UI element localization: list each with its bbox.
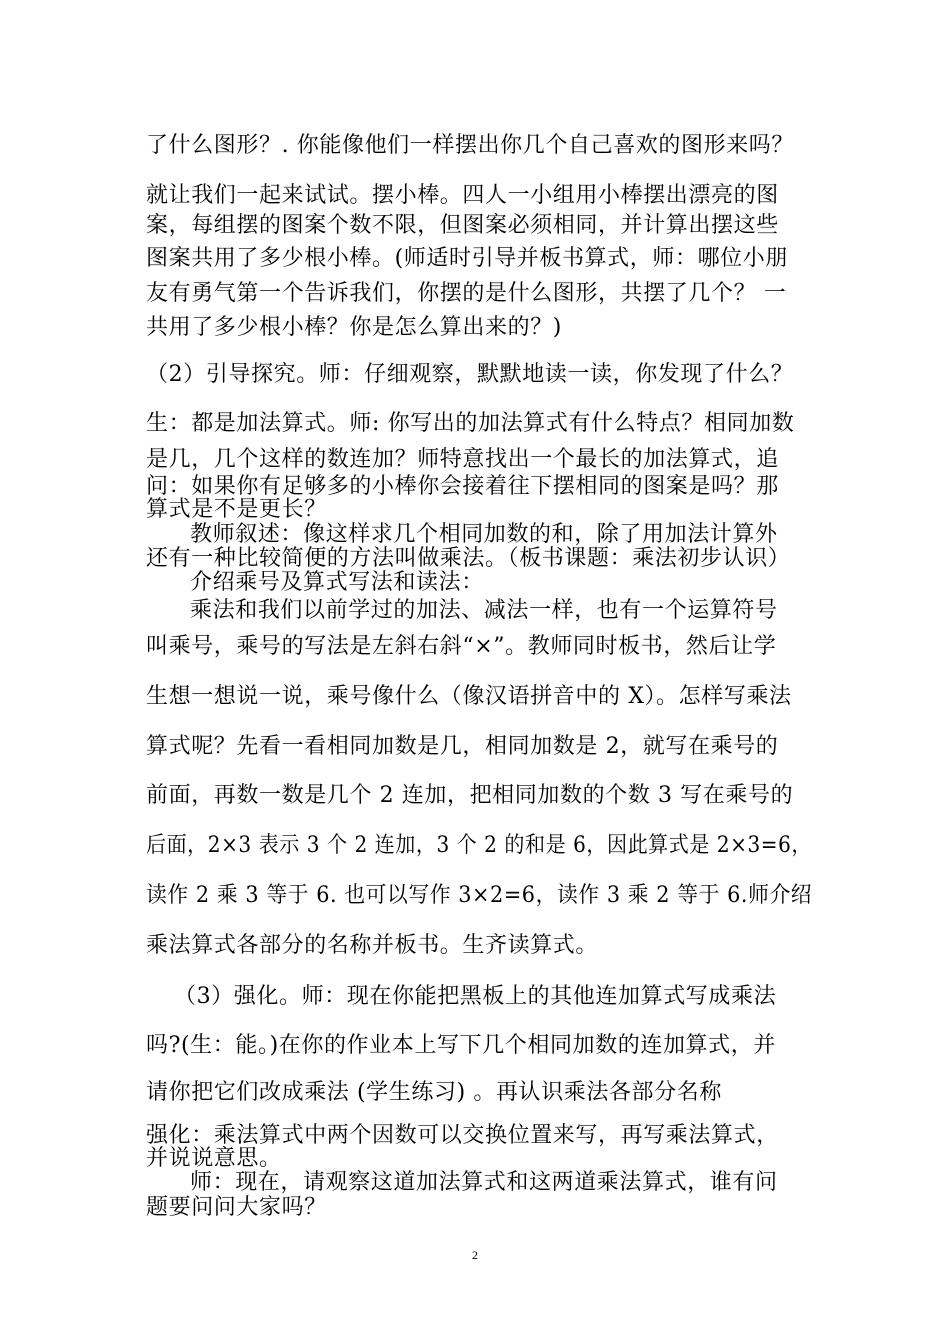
text-line: 师：现在，请观察这道加法算式和这两道乘法算式，谁有问 — [190, 1170, 778, 1195]
text-line: 介绍乘号及算式写法和读法： — [190, 570, 484, 595]
text-line: 生想一想说一说，乘号像什么（像汉语拼音中的 X）。怎样写乘法 — [146, 684, 792, 709]
text-line: 算式是不是更长？ — [146, 497, 327, 522]
text-line: 强化：乘法算式中两个因数可以交换位置来写，再写乘法算式， — [146, 1123, 779, 1148]
text-line: 生：都是加法算式。师: 你写出的加法算式有什么特点？相同加数 — [146, 411, 795, 436]
text-line: 问：如果你有足够多的小棒你会接着往下摆相同的图案是吗？那 — [146, 474, 779, 499]
text-line: 读作 2 乘 3 等于 6. 也可以写作 3×2=6，读作 3 乘 2 等于 6.师介绍 — [146, 883, 813, 908]
text-line: 算式呢？先看一看相同加数是几，相同加数是 2，就写在乘号的 — [146, 734, 779, 759]
text-line: 乘法算式各部分的名称并板书。生齐读算式。 — [146, 933, 599, 958]
text-line: 了什么图形？. 你能像他们一样摆出你几个自己喜欢的图形来吗？ — [146, 133, 794, 158]
text-line: 友有勇气第一个告诉我们，你摆的是什么图形，共摆了几个？ 一 — [146, 281, 787, 306]
text-line: 前面，再数一数是几个 2 连加，把相同加数的个数 3 写在乘号的 — [146, 783, 794, 808]
text-line: 叫乘号，乘号的写法是左斜右斜“×”。教师同时板书，然后让学 — [146, 634, 777, 659]
text-line: 共用了多少根小棒？你是怎么算出来的？) — [146, 315, 562, 340]
text-line: 吗?(生：能。)在你的作业本上写下几个相同加数的连加算式，并 — [146, 1033, 776, 1058]
text-line: 图案共用了多少根小棒。(师适时引导并板书算式，师：哪位小朋 — [146, 246, 788, 271]
text-line: （2）引导探究。师：仔细观察，默默地读一读，你发现了什么？ — [146, 362, 794, 387]
text-line: 乘法和我们以前学过的加法、减法一样，也有一个运算符号 — [190, 598, 778, 623]
text-line: 请你把它们改成乘法 (学生练习) 。再认识乘法各部分名称 — [146, 1080, 722, 1105]
text-line: （3）强化。师：现在你能把黑板上的其他连加算式写成乘法 — [174, 984, 777, 1009]
text-line: 题要问问大家吗？ — [146, 1195, 327, 1220]
text-line: 教师叙述：像这样求几个相同加数的和，除了用加法计算外 — [190, 522, 778, 547]
page-number: 2 — [472, 1248, 478, 1262]
text-line: 是几，几个这样的数连加？师特意找出一个最长的加法算式，追 — [146, 447, 779, 472]
text-line: 并说说意思。 — [146, 1146, 282, 1171]
text-line: 还有一种比较简便的方法叫做乘法。（板书课题：乘法初步认识） — [146, 546, 791, 571]
text-line: 案，每组摆的图案个数不限，但图案必须相同，并计算出摆这些 — [146, 213, 779, 238]
text-line: 就让我们一起来试试。摆小棒。四人一小组用小棒摆出漂亮的图 — [146, 183, 779, 208]
text-line: 后面，2×3 表示 3 个 2 连加，3 个 2 的和是 6，因此算式是 2×3=6， — [146, 833, 813, 858]
